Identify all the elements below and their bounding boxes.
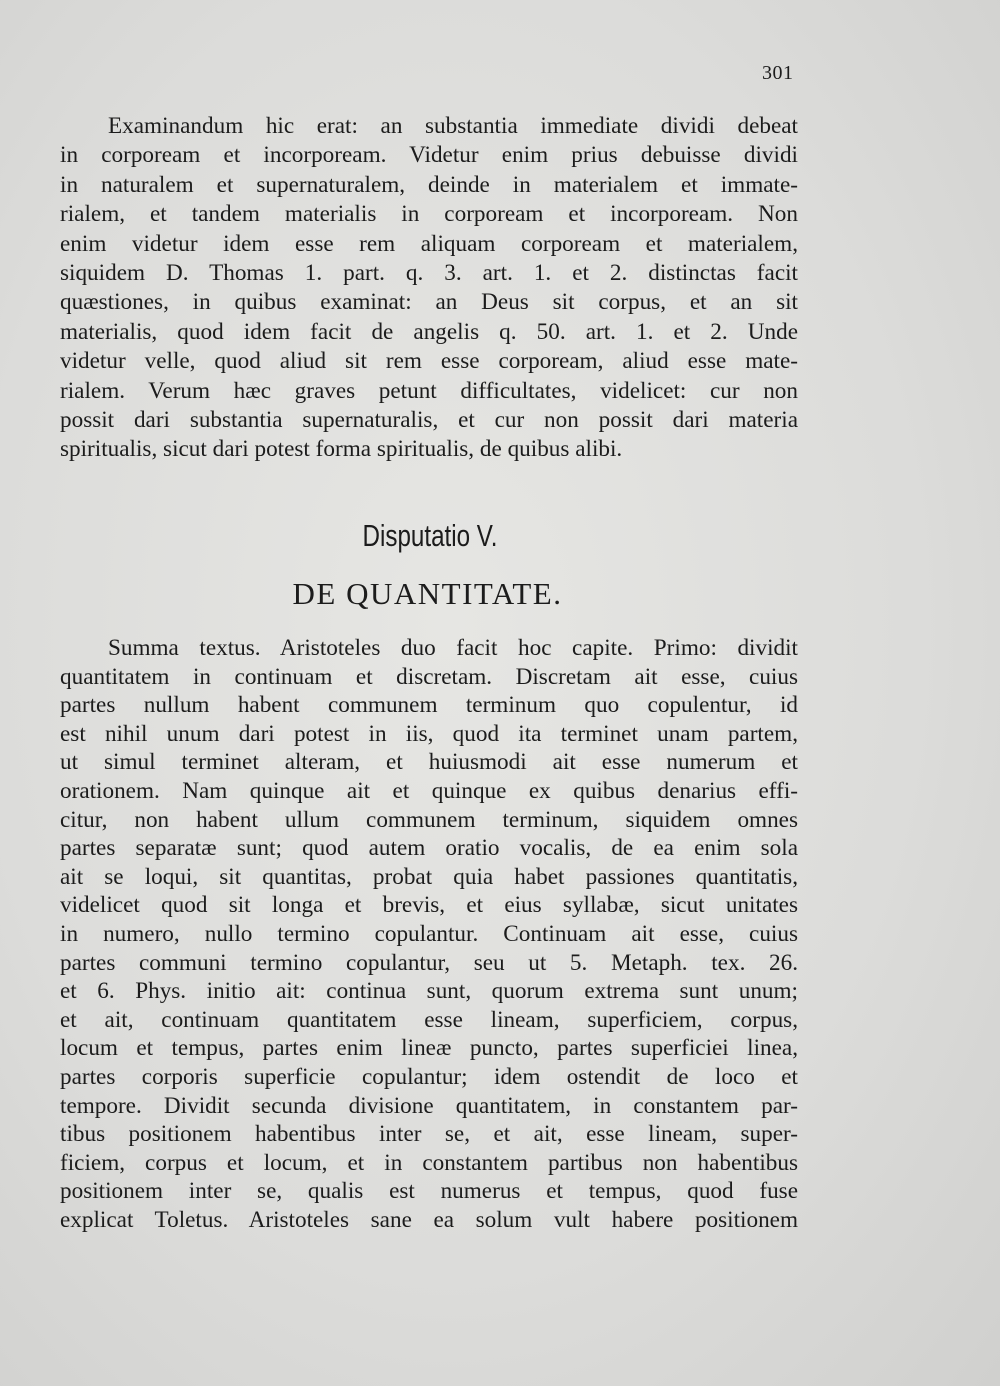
- text-line: possit dari substantia supernaturalis, et cur non possit dari materia: [60, 406, 798, 433]
- section-title: DE QUANTITATE.: [292, 576, 563, 611]
- text-line: videlicet quod sit longa et brevis, et eius syllabæ, sicut unitates: [60, 892, 798, 919]
- text-line: Examinandum hic erat: an substantia immediate dividi debeat: [108, 113, 798, 139]
- text-line: videtur velle, quod aliud sit rem esse corpoream, aliud esse mate-: [60, 348, 798, 375]
- text-line: est nihil unum dari potest in iis, quod ita terminet unam partem,: [60, 720, 798, 747]
- text-line: siquidem D. Thomas 1. part. q. 3. art. 1. et 2. distinctas facit: [60, 259, 798, 286]
- text-line: et 6. Phys. initio ait: continua sunt, quorum extrema sunt unum;: [60, 978, 798, 1005]
- text-line: rialem. Verum hæc graves petunt difficultates, videlicet: cur non: [60, 377, 798, 404]
- text-line: partes separatæ sunt; quod autem oratio vocalis, de ea enim sola: [60, 835, 798, 862]
- text-line: materialis, quod idem facit de angelis q. 50. art. 1. et 2. Unde: [60, 318, 798, 345]
- text-line: citur, non habent ullum communem terminum, siquidem omnes: [60, 806, 798, 833]
- paragraph-summa-textus: [60, 634, 798, 1234]
- text-line: enim videtur idem esse rem aliquam corpoream et materialem,: [60, 230, 798, 257]
- text-line: quantitatem in continuam et discretam. Discretam ait esse, cuius: [60, 663, 798, 690]
- paragraph-examinandum: [60, 112, 798, 465]
- text-line: tempore. Dividit secunda divisione quantitatem, in constantem par-: [60, 1092, 798, 1119]
- text-line: ficiem, corpus et locum, et in constantem partibus non habentibus: [60, 1149, 798, 1176]
- text-line: spiritualis, sicut dari potest forma spiritualis, de quibus alibi.: [60, 436, 623, 463]
- page-number: 301: [762, 62, 794, 84]
- text-line: ut simul terminet alteram, et huiusmodi ait esse numerum et: [60, 749, 798, 776]
- text-line: in numero, nullo termino copulantur. Continuam ait esse, cuius: [60, 920, 798, 947]
- text-line: rialem, et tandem materialis in corpoream et incorpoream. Non: [60, 201, 798, 228]
- text-line: quæstiones, in quibus examinat: an Deus sit corpus, et an sit: [60, 289, 798, 316]
- text-line: tibus positionem habentibus inter se, et ait, esse lineam, super-: [60, 1121, 798, 1148]
- text-line: in naturalem et supernaturalem, deinde in materialem et immate-: [60, 171, 798, 198]
- text-line: locum et tempus, partes enim lineæ puncto, partes superficiei linea,: [60, 1035, 798, 1062]
- text-line: partes communi termino copulantur, seu ut 5. Metaph. tex. 26.: [60, 949, 798, 976]
- text-line: ait se loqui, sit quantitas, probat quia habet passiones quantitatis,: [60, 863, 798, 890]
- text-line: partes corporis superficie copulantur; idem ostendit de loco et: [60, 1063, 798, 1090]
- text-line: explicat Toletus. Aristoteles sane ea solum vult habere positionem: [60, 1206, 798, 1233]
- text-line: in corpoream et incorpoream. Videtur enim prius debuisse dividi: [60, 142, 798, 169]
- section-label: Disputatio V.: [362, 518, 498, 553]
- text-line: partes nullum habent communem terminum quo copulentur, id: [60, 692, 798, 719]
- text-line: Summa textus. Aristoteles duo facit hoc capite. Primo: dividit: [108, 635, 798, 661]
- text-line: orationem. Nam quinque ait et quinque ex quibus denarius effi-: [60, 777, 798, 804]
- text-line: positionem inter se, qualis est numerus et tempus, quod fuse: [60, 1178, 798, 1205]
- text-line: et ait, continuam quantitatem esse lineam, superficiem, corpus,: [60, 1006, 798, 1033]
